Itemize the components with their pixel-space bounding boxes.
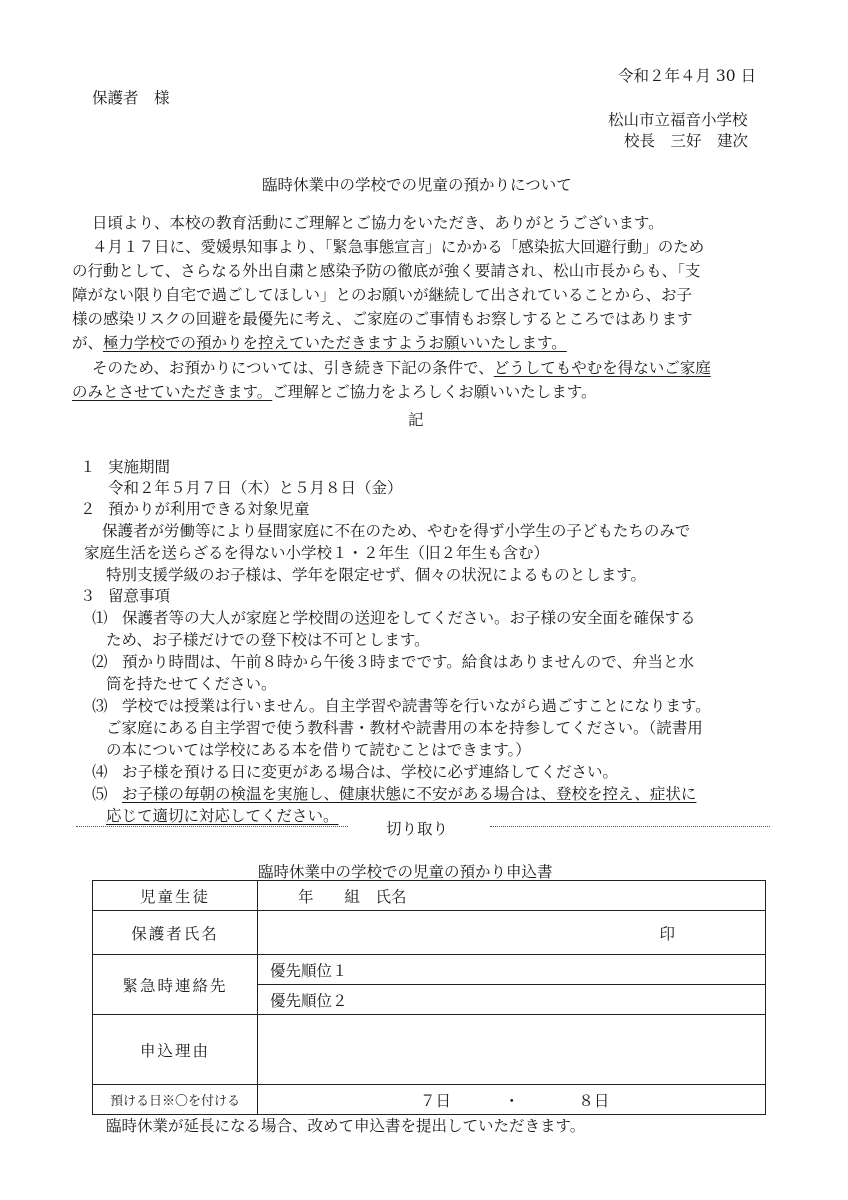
- note-marker: ⑵: [92, 653, 108, 671]
- note-text: 筒を持たせてください。: [106, 675, 277, 693]
- body-line: の行動として、さらなる外出自粛と感染予防の徹底が強く要請され、松山市長からも、「支: [72, 262, 701, 280]
- reason-label: 申込理由: [93, 1015, 258, 1085]
- form-row-guardian: [93, 911, 766, 955]
- note-marker: ⑷: [92, 763, 108, 781]
- days-label: 預ける日※〇を付ける: [93, 1085, 258, 1115]
- addressee: 保護者 様: [92, 89, 170, 107]
- form-row-emergency-1: [93, 955, 766, 985]
- note-text: 学校では授業は行いません。自主学習や読書等を行いながら過ごすことになります。: [122, 697, 711, 715]
- section-number: １: [80, 458, 96, 476]
- note-text-emphasis: 応じて適切に対応してください。: [106, 807, 339, 825]
- priority-1-field[interactable]: 優先順位１: [258, 955, 766, 985]
- emphasis-text: のみとさせていただきます。: [72, 383, 273, 401]
- sender-school: 松山市立福音小学校: [608, 111, 748, 129]
- cut-label: 切り取り: [386, 820, 449, 838]
- section-number: ３: [80, 587, 96, 605]
- note-text: 預かり時間は、午前８時から午後３時までです。給食はありませんので、弁当と水: [122, 653, 694, 671]
- note-text: ご家庭にある自主学習で使う教科書・教材や読書用の本を持参してください。（読書用: [106, 719, 703, 737]
- emphasis-text: どうしてもやむを得ないご家庭: [493, 359, 711, 377]
- note-text: ため、お子様だけでの登下校は不可とします。: [106, 631, 430, 649]
- form-row-student: [93, 881, 766, 911]
- note-text-emphasis: お子様の毎朝の検温を実施し、健康状態に不安がある場合は、登校を控え、症状に: [122, 785, 697, 803]
- body-text-span: ご理解とご協力をよろしくお願いいたします。: [272, 383, 597, 401]
- cut-line-right: [490, 826, 770, 827]
- seal-mark: 印: [659, 924, 675, 943]
- section-heading: 実施期間: [108, 458, 171, 476]
- body-line: 様の感染リスクの回避を最優先に考え、ご家庭のご事情もお察しするところではあります: [72, 310, 693, 328]
- guardian-label: 保護者氏名: [93, 911, 258, 955]
- body-line: [72, 380, 597, 402]
- document-date: 令和２年４月 30 日: [618, 67, 757, 85]
- body-line: [72, 331, 567, 353]
- form-row-days: [93, 1085, 766, 1115]
- note-marker: ⑴: [92, 609, 108, 627]
- application-form-table: [92, 880, 766, 1115]
- section-text: 保護者が労働等により昼間家庭に不在のため、やむを得ず小学生の子どもたちのみで: [102, 522, 691, 540]
- sender-principal: 校長 三好 建次: [624, 132, 749, 150]
- body-line: [92, 356, 711, 378]
- emergency-label: 緊急時連絡先: [93, 955, 258, 1015]
- note-marker: ⑸: [92, 785, 108, 803]
- section-heading: 留意事項: [108, 587, 171, 605]
- body-line: 障がない限り自宅で過ごしてほしい」とのお願いが継続して出されていることから、お子: [72, 286, 693, 304]
- priority-2-field[interactable]: 優先順位２: [258, 985, 766, 1015]
- note-marker: ⑶: [92, 697, 108, 715]
- reason-field[interactable]: [258, 1015, 766, 1085]
- footer-note: 臨時休業が延長になる場合、改めて申込書を提出していただきます。: [106, 1117, 586, 1135]
- section-text: 特別支援学級のお子様は、学年を限定せず、個々の状況によるものとします。: [106, 566, 647, 584]
- day-8-option[interactable]: ８日: [578, 1091, 610, 1110]
- note-text: 保護者等の大人が家庭と学校間の送迎をしてください。お子様の安全面を確保する: [122, 609, 696, 627]
- note-text: の本については学校にある本を借りて読むことはできます。）: [106, 741, 531, 759]
- section-text: 家庭生活を送らざるを得ない小学校１・２年生（旧２年生も含む）: [84, 544, 550, 562]
- cut-line-left: [76, 826, 348, 827]
- ki-heading: 記: [408, 411, 424, 429]
- day-7-option[interactable]: ７日: [420, 1091, 452, 1110]
- days-field[interactable]: [258, 1085, 766, 1115]
- student-label: 児童生徒: [93, 881, 258, 911]
- section-heading: 預かりが利用できる対象児童: [108, 500, 310, 518]
- body-line: ４月１７日に、愛媛県知事より、「緊急事態宣言」にかかる「感染拡大回避行動」のため: [92, 238, 705, 256]
- body-text-span: が、: [72, 334, 104, 352]
- section-number: ２: [80, 500, 96, 518]
- section-text: 令和２年５月７日（木）と５月８日（金）: [108, 479, 403, 497]
- form-title: 臨時休業中の学校での児童の預かり申込書: [258, 863, 553, 881]
- emphasis-text: 極力学校での預かりを控えていただきますようお願いいたします。: [103, 334, 567, 352]
- student-field[interactable]: 年 組 氏名: [258, 881, 766, 911]
- body-text-span: そのため、お預かりについては、引き続き下記の条件で、: [92, 359, 494, 377]
- guardian-field[interactable]: [258, 911, 766, 955]
- body-line: 日頃より、本校の教育活動にご理解とご協力をいただき、ありがとうございます。: [92, 214, 664, 232]
- day-separator: ・: [503, 1091, 520, 1110]
- note-text: お子様を預ける日に変更がある場合は、学校に必ず連絡してください。: [122, 763, 619, 781]
- document-title: 臨時休業中の学校での児童の預かりについて: [262, 176, 572, 194]
- body-text: [72, 211, 772, 401]
- form-row-reason: [93, 1015, 766, 1085]
